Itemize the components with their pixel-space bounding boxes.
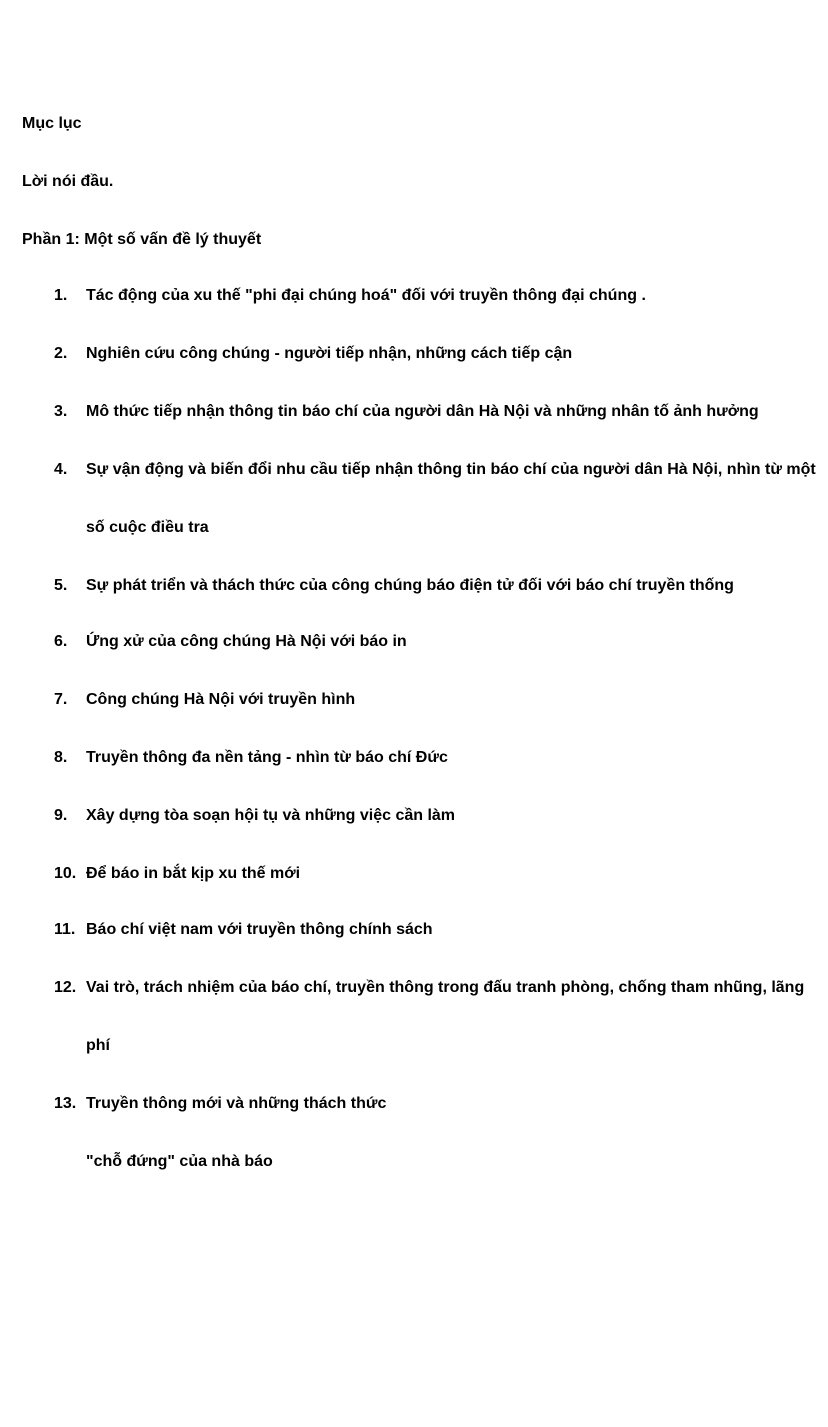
item-number: 10. xyxy=(54,865,77,882)
toc-item-5: Sự phát triển và thách thức của công chúng báo điện tử đối với báo chí truyền thống xyxy=(86,577,734,594)
item-number: 6. xyxy=(54,633,68,650)
item-number: 7. xyxy=(54,691,68,708)
preface-entry: Lời nói đầu. xyxy=(22,173,114,190)
toc-item-7: Công chúng Hà Nội với truyền hình xyxy=(86,691,356,708)
toc-item-9: Xây dựng tòa soạn hội tụ và những việc cần làm xyxy=(86,807,456,824)
item-number: 8. xyxy=(54,749,68,766)
toc-item-13-continued: "chỗ đứng" của nhà báo xyxy=(86,1153,273,1170)
item-number: 4. xyxy=(54,461,68,478)
item-number: 9. xyxy=(54,807,68,824)
toc-item-12: Vai trò, trách nhiệm của báo chí, truyền thông trong đấu tranh phòng, chống tham nhũng, lãng xyxy=(86,979,805,996)
toc-item-12-continued: phí xyxy=(86,1037,110,1054)
toc-item-3: Mô thức tiếp nhận thông tin báo chí của người dân Hà Nội và những nhân tố ảnh hưởng xyxy=(86,403,759,420)
item-number: 3. xyxy=(54,403,68,420)
toc-item-2: Nghiên cứu công chúng - người tiếp nhận, những cách tiếp cận xyxy=(86,345,573,362)
toc-title: Mục lục xyxy=(22,115,82,132)
toc-item-10: Để báo in bắt kịp xu thế mới xyxy=(86,865,301,882)
item-number: 11. xyxy=(54,921,76,938)
part1-heading: Phần 1: Một số vấn đề lý thuyết xyxy=(22,231,262,248)
item-number: 5. xyxy=(54,577,68,594)
toc-item-6: Ứng xử của công chúng Hà Nội với báo in xyxy=(86,633,407,650)
toc-item-13: Truyền thông mới và những thách thức xyxy=(86,1095,387,1112)
item-number: 1. xyxy=(54,287,68,304)
toc-item-4: Sự vận động và biến đổi nhu cầu tiếp nhận thông tin báo chí của người dân Hà Nội, nhìn từ một xyxy=(86,461,816,478)
toc-item-4-continued: số cuộc điều tra xyxy=(86,519,209,536)
toc-item-1: Tác động của xu thế "phi đại chúng hoá" đối với truyền thông đại chúng . xyxy=(86,287,646,304)
item-number: 13. xyxy=(54,1095,77,1112)
toc-item-8: Truyền thông đa nền tảng - nhìn từ báo chí Đức xyxy=(86,749,448,766)
toc-item-11: Báo chí việt nam với truyền thông chính sách xyxy=(86,921,433,938)
item-number: 2. xyxy=(54,345,68,362)
item-number: 12. xyxy=(54,979,77,996)
